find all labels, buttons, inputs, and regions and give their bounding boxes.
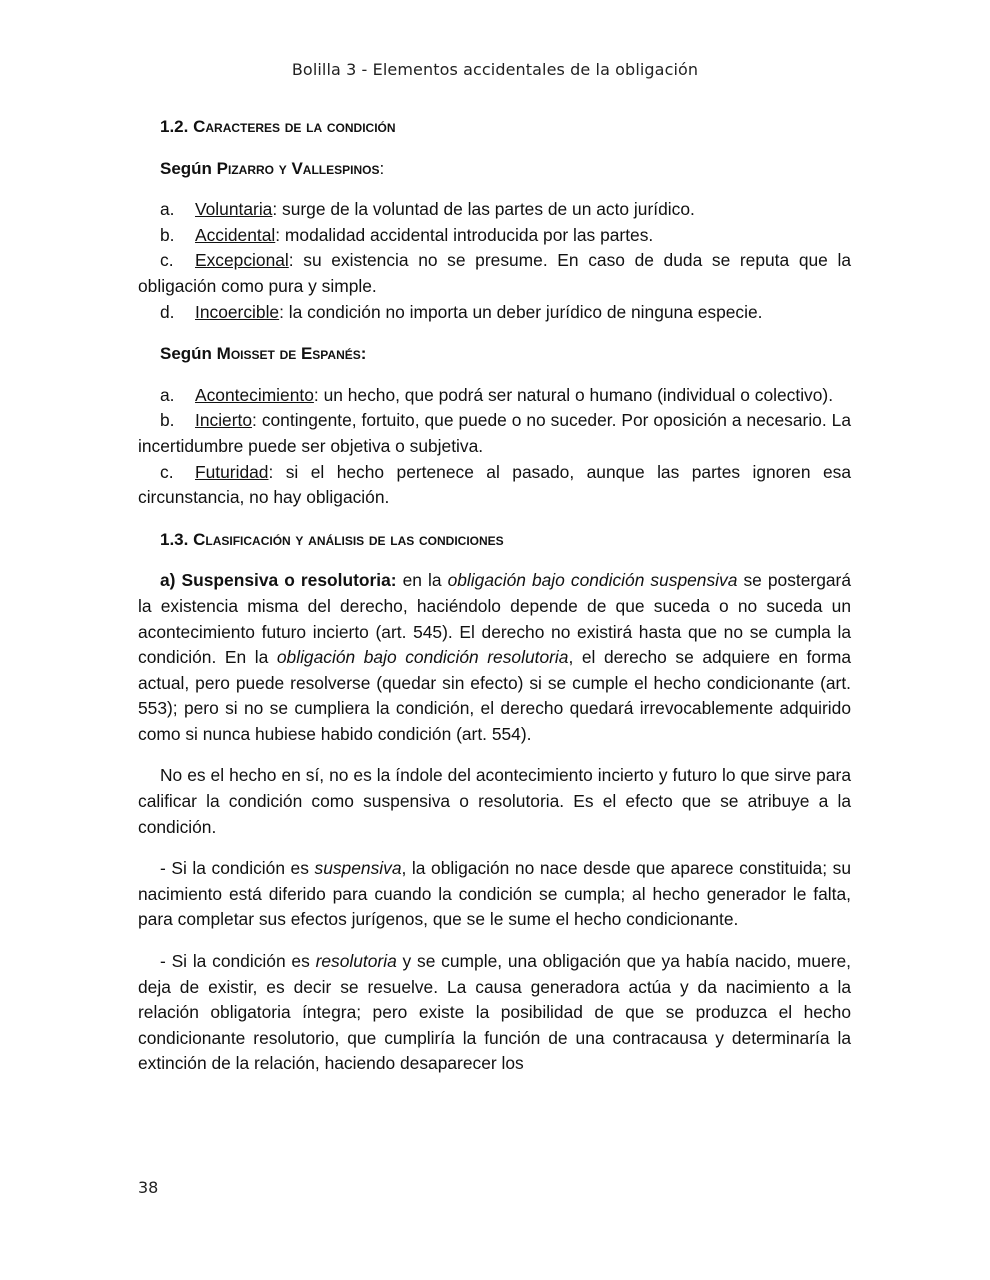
section-title: Caracteres de la condición bbox=[193, 117, 396, 136]
author-names: Pizarro y Vallespinos bbox=[216, 158, 380, 178]
list-item: a. Voluntaria: surge de la voluntad de las partes de un acto jurídico. bbox=[160, 199, 695, 220]
term: Acontecimiento bbox=[195, 384, 314, 405]
paragraph-efecto: No es el hecho en sí, no es la índole del acontecimiento incierto y futuro lo que sirve para calificar la condición como suspensiva o resolutoria. Es el efecto que se atribuye a la condición. bbox=[138, 765, 851, 837]
list-item: a. Acontecimiento: un hecho, que podrá ser natural o humano (individual o colectivo). bbox=[160, 384, 834, 405]
running-header: Bolilla 3 - Elementos accidentales de la obligación bbox=[291, 60, 699, 79]
paragraph-suspensiva-resolutoria: a) Suspensiva o resolutoria: en la obligación bajo condición suspensiva se postergará la existencia misma del derecho, haciéndolo depende de que suceda o no suceda un acontecimiento futuro incierto (art. 545). El derecho no existirá hasta que no se cumpla la condición. En la obligación bajo condición resolutoria, el derecho se adquiere en forma actual, pero puede resolverse (quedar sin efecto) si se cumple el hecho condicionante (art. 553); pero si no se cumpliera la condición, el derecho quedará irrevocablemente adquirido como si nunca hubiese habido condición (art. 554). bbox=[138, 570, 852, 744]
author-names: Moisset de Espanés bbox=[216, 344, 361, 364]
section-title: Clasificación y análisis de las condiciones bbox=[193, 529, 504, 549]
list-item: b. Accidental: modalidad accidental introducida por las partes. bbox=[160, 224, 654, 245]
section-number: 1.2. bbox=[160, 117, 189, 136]
section-heading-1-3 bbox=[160, 527, 851, 553]
list-pizarro bbox=[138, 197, 851, 325]
term: Incoercible bbox=[195, 301, 280, 322]
term: Excepcional bbox=[195, 250, 289, 271]
section-heading-1-2 bbox=[160, 114, 851, 140]
term: Accidental bbox=[195, 224, 276, 245]
term: Voluntaria bbox=[195, 199, 273, 220]
subheading-pizarro: Según Pizarro y Vallespinos: bbox=[160, 158, 385, 178]
term: Futuridad bbox=[195, 461, 269, 482]
subheading-moisset: Según Moisset de Espanés: bbox=[160, 344, 367, 364]
paragraph-suspensiva: - Si la condición es suspensiva, la obligación no nace desde que aparece constituida; su nacimiento está diferido para cuando la condición se cumpla; al hecho generador le falta, para completar sus efectos jurígenos, que se le sume el hecho condicionante. bbox=[138, 858, 851, 930]
section-number: 1.3. bbox=[160, 529, 189, 549]
list-item: d. Incoercible: la condición no importa un deber jurídico de ninguna especie. bbox=[160, 301, 763, 322]
list-moisset bbox=[138, 383, 851, 511]
list-item: c. Futuridad: si el hecho pertenece al pasado, aunque las partes ignoren esa circunstancia, no hay obligación. bbox=[138, 461, 851, 508]
page-content bbox=[138, 114, 851, 1093]
paragraph-resolutoria: - Si la condición es resolutoria y se cumple, una obligación que ya había nacido, muere, deja de existir, es decir se resuelve. La causa generadora actúa y da nacimiento a la relación obligatoria íntegra; pero existe la posibilidad de que se produzca el hecho condicionante resolutorio, que cumpliría la función de una contracausa y determinaría la extinción de la relación, haciendo desaparecer los bbox=[138, 951, 851, 1074]
term: Incierto bbox=[195, 410, 253, 431]
list-item: b. Incierto: contingente, fortuito, que puede o no suceder. Por oposición a necesario. La incertidumbre puede ser objetiva o subjetiva. bbox=[138, 410, 851, 456]
list-item: c. Excepcional: su existencia no se presume. En caso de duda se reputa que la obligación como pura y simple. bbox=[138, 250, 851, 296]
page-number: 38 bbox=[138, 1178, 159, 1197]
